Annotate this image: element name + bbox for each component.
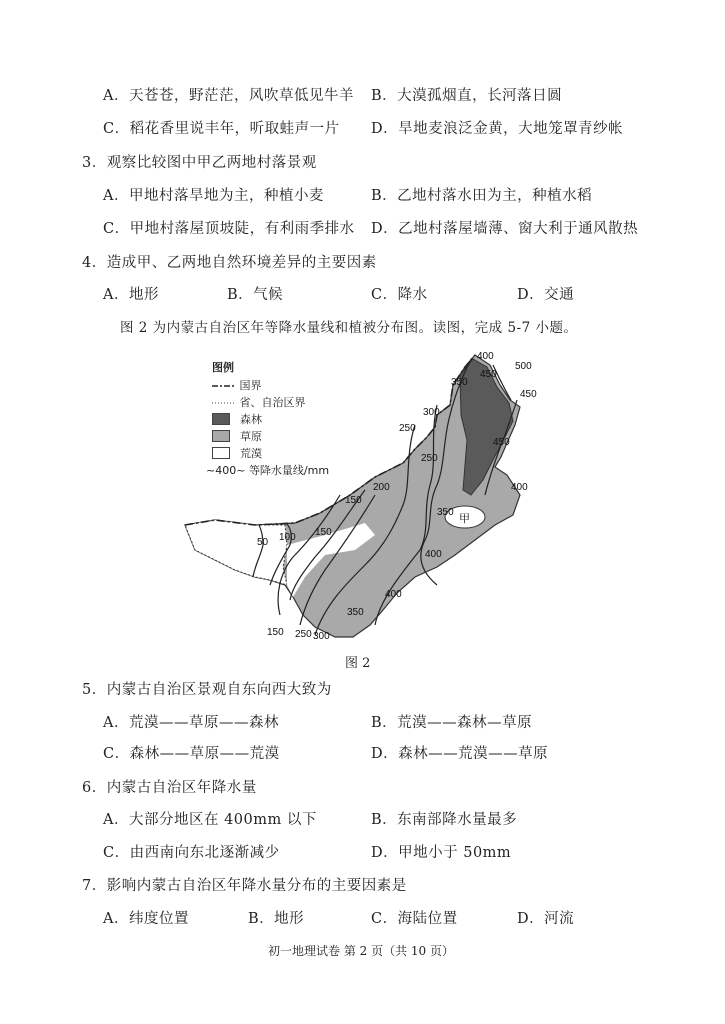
iso-label: 450 [480, 369, 497, 380]
iso-label: 350 [437, 507, 454, 518]
q5-option-a[interactable]: A．荒漠——草原——森林 [103, 715, 279, 731]
iso-label: 150 [267, 627, 284, 638]
q4-option-a[interactable]: A．地形 [103, 287, 159, 303]
legend-label: 等降水量线/mm [248, 464, 330, 477]
desert-region [185, 520, 287, 585]
q3-option-b[interactable]: B．乙地村落水田为主，种植水稻 [371, 188, 593, 204]
iso-label: 400 [511, 482, 528, 493]
q3-option-d[interactable]: D．乙地村落屋墙薄、窗大利于通风散热 [371, 221, 639, 237]
iso-label: 100 [279, 532, 296, 543]
province-border-swatch [212, 399, 236, 407]
iso-label: 450 [520, 389, 537, 400]
legend-label: 草原 [240, 430, 262, 443]
q7-option-d[interactable]: D．河流 [517, 911, 575, 927]
iso-label: 200 [373, 482, 390, 493]
q3-stem: 3．观察比较图中甲乙两地村落景观 [82, 155, 317, 171]
q6-stem: 6．内蒙古自治区年降水量 [82, 780, 257, 796]
q7-option-a[interactable]: A．纬度位置 [103, 911, 189, 927]
figure-caption: 图 2 [345, 656, 371, 671]
legend-label: 省、自治区界 [239, 396, 306, 409]
q7-option-b[interactable]: B．地形 [248, 911, 305, 927]
page-footer: 初一地理试卷 第 2 页（共 10 页） [268, 944, 454, 958]
q4-option-b[interactable]: B．气候 [227, 287, 284, 303]
q2-option-b[interactable]: B．大漠孤烟直，长河落日圆 [371, 88, 563, 104]
q2-option-a[interactable]: A．天苍苍，野茫茫，风吹草低见牛羊 [103, 88, 354, 104]
iso-label: 50 [257, 537, 269, 548]
q6-option-b[interactable]: B．东南部降水量最多 [371, 812, 518, 828]
iso-label: 500 [515, 361, 532, 372]
inner-mongolia-map [175, 345, 555, 645]
national-border-swatch [212, 382, 236, 390]
iso-label: 450 [493, 437, 510, 448]
q4-stem: 4．造成甲、乙两地自然环境差异的主要因素 [82, 255, 377, 271]
q7-stem: 7．影响内蒙古自治区年降水量分布的主要因素是 [82, 878, 407, 894]
legend-forest [212, 411, 262, 427]
q5-option-b[interactable]: B．荒漠——森林—草原 [371, 715, 533, 731]
desert-swatch [212, 447, 230, 459]
iso-label: 250 [421, 453, 438, 464]
forest-swatch [212, 413, 230, 425]
q3-option-c[interactable]: C．甲地村落屋顶坡陡，有利雨季排水 [103, 221, 355, 237]
legend-label: 荒漠 [240, 447, 262, 460]
grassland-swatch [212, 430, 230, 442]
q6-option-c[interactable]: C．由西南向东北逐渐减少 [103, 845, 280, 861]
iso-label: 350 [451, 377, 468, 388]
iso-label: 400 [385, 589, 402, 600]
iso-label: 150 [345, 495, 362, 506]
q2-option-d[interactable]: D．旱地麦浪泛金黄，大地笼罩青纱帐 [371, 121, 624, 137]
legend-desert [212, 445, 262, 461]
q4-option-d[interactable]: D．交通 [517, 287, 575, 303]
legend-title: 图例 [212, 361, 234, 374]
iso-label: 350 [347, 607, 364, 618]
q7-option-c[interactable]: C．海陆位置 [371, 911, 458, 927]
q5-option-c[interactable]: C．森林——草原——荒漠 [103, 746, 280, 762]
legend-grassland [212, 428, 262, 444]
legend-label: 国界 [239, 379, 262, 392]
iso-label: 400 [425, 549, 442, 560]
legend-province-border [212, 394, 306, 410]
iso-label: 400 [477, 351, 494, 362]
legend-isoline [206, 462, 329, 478]
place-jia-label: 甲 [459, 512, 470, 525]
legend-national-border [212, 377, 262, 393]
q6-option-a[interactable]: A．大部分地区在 400mm 以下 [103, 812, 317, 828]
figure-intro: 图 2 为内蒙古自治区年等降水量线和植被分布图。读图，完成 5-7 小题。 [120, 320, 578, 336]
iso-label: 300 [423, 407, 440, 418]
iso-label: 250 [295, 629, 312, 640]
q5-stem: 5．内蒙古自治区景观自东向西大致为 [82, 682, 332, 698]
q2-option-c[interactable]: C．稻花香里说丰年，听取蛙声一片 [103, 121, 340, 137]
iso-label: 300 [313, 631, 330, 642]
isoline-sample: ~400~ [206, 464, 246, 477]
q3-option-a[interactable]: A．甲地村落旱地为主，种植小麦 [103, 188, 324, 204]
legend-label: 森林 [240, 413, 262, 426]
iso-label: 250 [399, 423, 416, 434]
iso-label: 150 [315, 527, 332, 538]
q4-option-c[interactable]: C．降水 [371, 287, 428, 303]
q6-option-d[interactable]: D．甲地小于 50mm [371, 845, 512, 861]
q5-option-d[interactable]: D．森林——荒漠——草原 [371, 746, 549, 762]
